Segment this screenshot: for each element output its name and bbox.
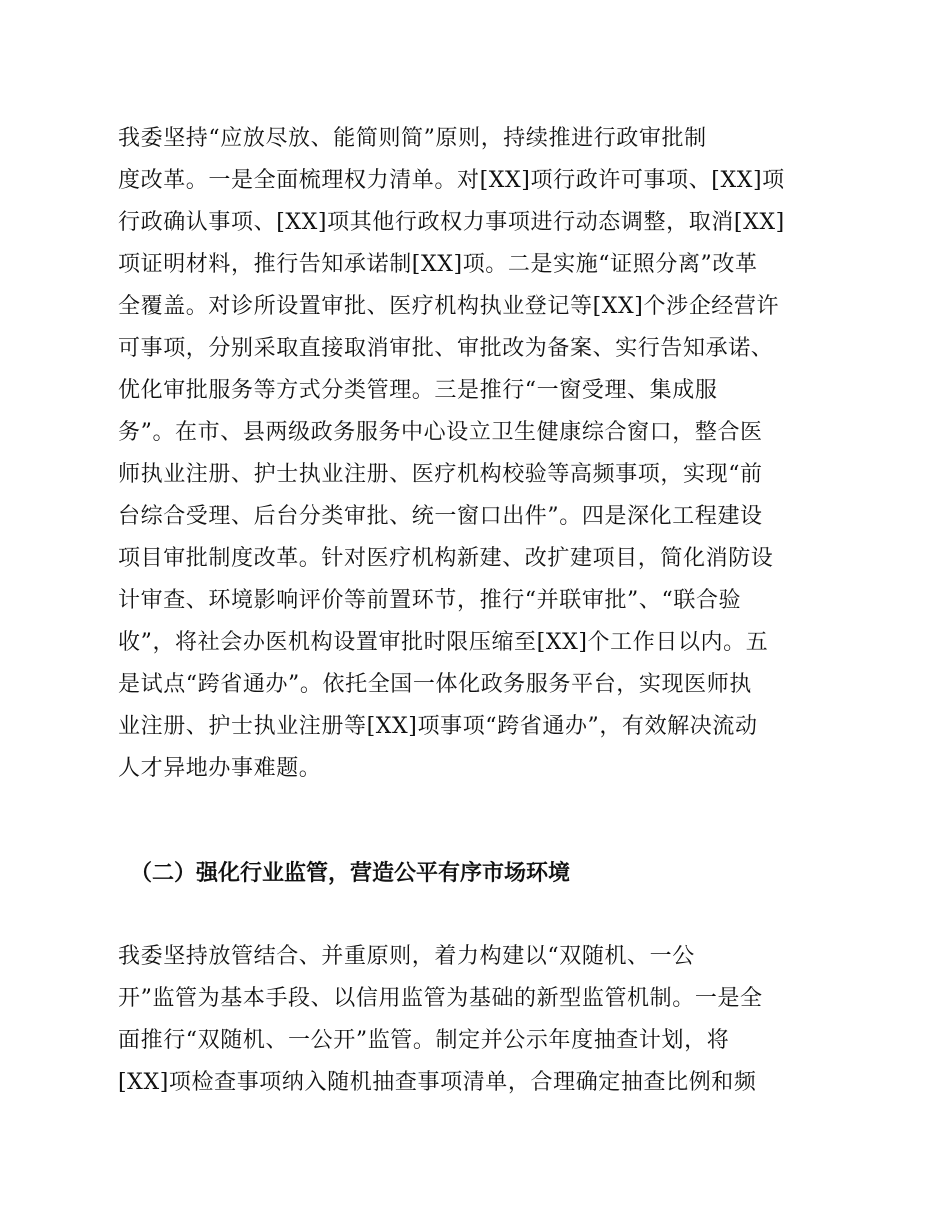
paragraph-1-line: 台综合受理、后台分类审批、统一窗口出件”。四是深化工程建设 <box>118 504 763 529</box>
paragraph-1-line: 人才异地办事难题。 <box>118 756 322 781</box>
paragraph-2-line: 面推行“双随机、一公开”监管。制定并公示年度抽查计划，将 <box>118 1028 730 1053</box>
paragraph-2-line: 开”监管为基本手段、以信用监管为基础的新型监管机制。一是全 <box>118 986 763 1011</box>
paragraph-1-line: 我委坚持“应放尽放、能简则简”原则，持续推进行政审批制 <box>118 126 707 151</box>
paragraph-1-line: 行政确认事项、[XX]项其他行政权力事项进行动态调整，取消[XX] <box>118 210 785 235</box>
section-heading: （二）强化行业监管，营造公平有序市场环境 <box>130 860 571 886</box>
paragraph-1-line: 项目审批制度改革。针对医疗机构新建、改扩建项目，简化消防设 <box>118 546 774 571</box>
paragraph-1-line: 度改革。一是全面梳理权力清单。对[XX]项行政许可事项、[XX]项 <box>118 168 785 193</box>
paragraph-1 <box>118 118 838 790</box>
paragraph-1-line: 业注册、护士执业注册等[XX]项事项“跨省通办”，有效解决流动 <box>118 714 758 739</box>
paragraph-1-line: 计审查、环境影响评价等前置环节，推行“并联审批”、“联合验 <box>118 588 742 613</box>
paragraph-2-line: 我委坚持放管结合、并重原则，着力构建以“双随机、一公 <box>118 944 695 969</box>
paragraph-1-line: 师执业注册、护士执业注册、医疗机构校验等高频事项，实现“前 <box>118 462 763 487</box>
paragraph-2 <box>118 936 838 1104</box>
paragraph-1-line: 是试点“跨省通办”。依托全国一体化政务服务平台，实现医师执 <box>118 672 752 697</box>
paragraph-1-line: 项证明材料，推行告知承诺制[XX]项。二是实施“证照分离”改革 <box>118 252 758 277</box>
paragraph-1-line: 优化审批服务等方式分类管理。三是推行“一窗受理、集成服 <box>118 378 718 403</box>
paragraph-1-line: 收”，将社会办医机构设置审批时限压缩至[XX]个工作日以内。五 <box>118 630 769 655</box>
paragraph-1-line: 可事项，分别采取直接取消审批、审批改为备案、实行告知承诺、 <box>118 336 774 361</box>
paragraph-2-line: [XX]项检查事项纳入随机抽查事项清单，合理确定抽查比例和频 <box>118 1070 757 1095</box>
paragraph-1-line: 全覆盖。对诊所设置审批、医疗机构执业登记等[XX]个涉企经营许 <box>118 294 780 319</box>
paragraph-1-line: 务”。在市、县两级政务服务中心设立卫生健康综合窗口，整合医 <box>118 420 763 445</box>
